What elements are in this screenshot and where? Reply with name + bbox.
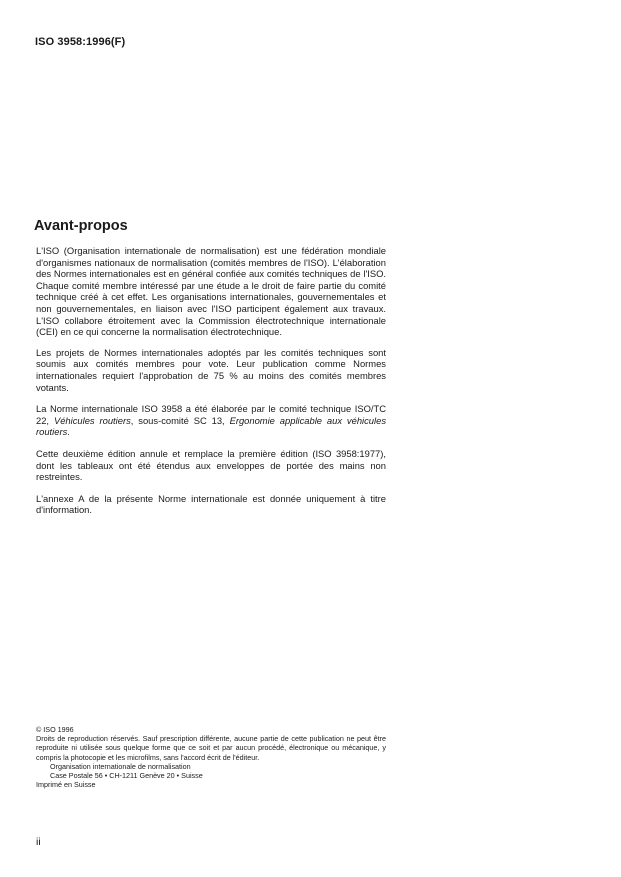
paragraph-committee (36, 403, 386, 438)
copyright-rights: Droits de reproduction réservés. Sauf prescription différente, aucune partie de cette publication ne peut être reproduite ni utilisée sous quelque forme que ce soit et par aucun procédé, électronique ou mécanique, y compris la photocopie et les microfilms, sans l'accord écrit de l'éditeur. (36, 734, 386, 762)
paragraph-annex: L'annexe A de la présente Norme internationale est donnée uniquement à titre d'information. (36, 492, 386, 516)
paragraph-voting: Les projets de Normes internationales adoptés par les comités techniques sont soumis aux comités membres pour vote. Leur publication comme Normes internationales requiert l'approbation de 75 % au moins des comités membres votants. (36, 346, 386, 393)
foreword-body (36, 245, 386, 526)
publisher-name: Organisation internationale de normalisation (50, 761, 191, 771)
publisher-address: Case Postale 56 • CH-1211 Genève 20 • Suisse (50, 771, 203, 781)
subcommittee-title: Ergonomie applicable aux véhicules routiers (36, 414, 387, 438)
copyright-notice: © ISO 1996 (36, 725, 74, 734)
committee-text: La Norme internationale ISO 3958 a été élaborée par le comité technique ISO/TC 22, (36, 403, 386, 426)
page-number: ii (36, 836, 41, 848)
paragraph-iso-intro: L'ISO (Organisation internationale de normalisation) est une fédération mondiale d'organismes nationaux de normalisation (comités membres de l'ISO). L'élaboration des Normes internationales est en général confiée aux comités techniques de l'ISO. Chaque comité membre intéressé par une étude a le droit de faire partie du comité technique créé à cet effet. Les organisations internationales, gouvernementales et non gouvernementales, en liaison avec l'ISO participent également aux travaux. L'ISO collabore étroitement avec la Commission électrotechnique internationale (CEI) en ce qui concerne la normalisation électrotechnique. (36, 245, 386, 338)
committee-text-end: . (67, 426, 70, 438)
committee-title: Véhicules routiers (53, 414, 131, 426)
paragraph-edition: Cette deuxième édition annule et remplace la première édition (ISO 3958:1977), dont les tableaux ont été étendus aux enveloppes de portée des mains non restreintes. (36, 447, 386, 483)
printed-in: Imprimé en Suisse (36, 780, 96, 790)
copyright-block (36, 725, 386, 789)
committee-text-sc: , sous-comité SC 13, (130, 414, 225, 426)
section-title: Avant-propos (34, 218, 128, 234)
document-code: ISO 3958:1996(F) (35, 36, 126, 48)
